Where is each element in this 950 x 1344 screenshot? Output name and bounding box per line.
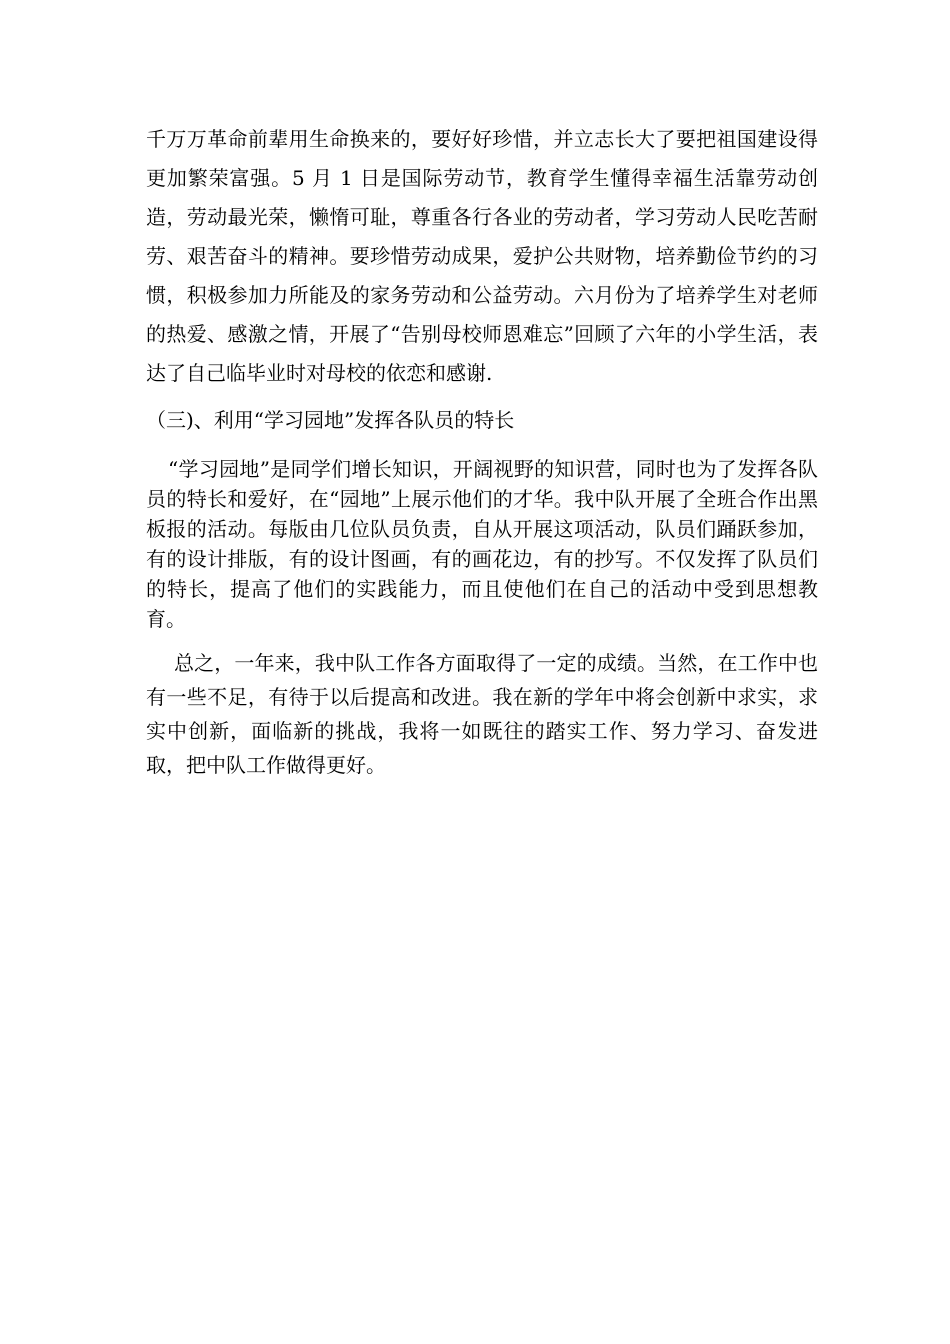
section-heading-learning-garden: （三)、利用“学习园地”发挥各队员的特长 (146, 408, 515, 432)
paragraph-learning-garden: “学习园地”是同学们增长知识，开阔视野的知识营，同时也为了发挥各队员的特长和爱好，在“园地”上展示他们的才华。我中队开展了全班合作出黑板报的活动。每版由几位队员负责，自从开展这项活动，队员们踊跃参加，有的设计排版，有的设计图画，有的画花边，有的抄写。不仅发挥了队员们的特长，提高了他们的实践能力，而且使他们在自己的活动中受到思想教育。 (146, 457, 818, 631)
paragraph-summary: 总之，一年来，我中队工作各方面取得了一定的成绩。当然，在工作中也有一些不足，有待于以后提高和改进。我在新的学年中将会创新中求实，求实中创新，面临新的挑战，我将一如既往的踏实工作、努力学习、奋发进取，把中队工作做得更好。 (146, 651, 818, 777)
document-body (146, 120, 818, 782)
paragraph-labor-education: 千万万革命前辈用生命换来的，要好好珍惜，并立志长大了要把祖国建设得更加繁荣富强。5 月 1 日是国际劳动节，教育学生懂得幸福生活靠劳动创造，劳动最光荣，懒惰可耻，尊重各行各业的劳动者，学习劳动人民吃苦耐劳、艰苦奋斗的精神。要珍惜劳动成果，爱护公共财物，培养勤俭节约的习惯，积极参加力所能及的家务劳动和公益劳动。六月份为了培养学生对老师的热爱、感激之情，开展了“告别母校师恩难忘”回顾了六年的小学生活，表达了自己临毕业时对母校的依恋和感谢. (146, 127, 818, 385)
